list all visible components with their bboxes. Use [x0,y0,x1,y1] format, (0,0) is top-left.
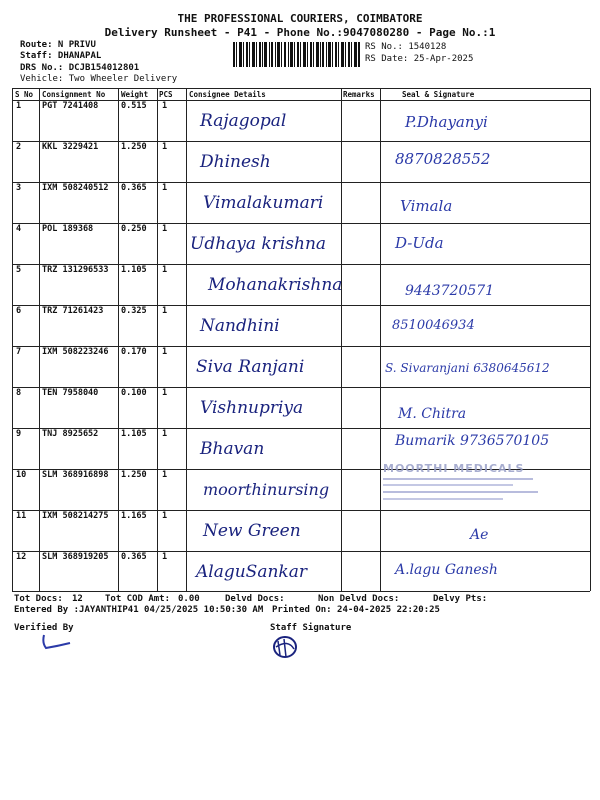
row-consignee-handwriting: Siva Ranjani [196,357,305,377]
row-consignee-handwriting: Vimalakumari [203,193,324,213]
row-weight: 1.250 [121,142,147,152]
barcode-graphic [233,42,361,67]
row-pcs: 1 [162,347,168,357]
col-consignment-header: Consignment No [42,90,106,99]
delvd-docs-label: Delvd Docs: [225,594,285,604]
row-consignee-handwriting: Udhaya krishna [190,234,327,254]
row-sno: 11 [16,511,27,521]
row-sno: 12 [16,552,27,562]
entered-by: Entered By :JAYANTHIP41 04/25/2025 10:50:30 AM [14,605,264,615]
tot-cod-label: Tot COD Amt: [105,594,171,604]
pharmacy-stamp: MOORTHI MEDICALS [383,462,551,524]
row-consignee-handwriting: Dhinesh [200,152,271,172]
non-delvd-docs-label: Non Delvd Docs: [318,594,400,604]
row-signature: 9443720571 [405,283,495,299]
row-sno: 8 [16,388,22,398]
staff-signature-label: Staff Signature [270,623,352,633]
row-signature: S. Sivaranjani 6380645612 [385,361,550,375]
runsheet-subtitle: Delivery Runsheet - P41 - Phone No.:9047080280 - Page No.:1 [104,26,496,39]
row-pcs: 1 [162,142,168,152]
row-pcs: 1 [162,265,168,275]
row-consignment-no: IXM 508240512 [42,183,109,193]
row-pcs: 1 [162,101,168,111]
drs-number: DRS No.: DCJB154012801 [20,63,140,73]
row-consignment-no: POL 189368 [42,224,94,234]
row-sno: 9 [16,429,22,439]
verified-by-label: Verified By [14,623,74,633]
row-signature: A.lagu Ganesh [395,562,498,578]
route-label: Route: N PRIVU [20,40,96,50]
staff-signature-scribble [268,631,304,661]
row-consignee-handwriting: Nandhini [200,316,280,336]
row-signature: P.Dhayanyi [405,113,488,131]
row-consignment-no: TRZ 71261423 [42,306,104,316]
rs-number: RS No.: 1540128 [365,42,447,52]
row-consignment-no: TRZ 131296533 [42,265,109,275]
row-pcs: 1 [162,388,168,398]
tot-cod-value: 0.00 [178,594,200,604]
printed-on: Printed On: 24-04-2025 22:20:25 [272,605,440,615]
staff-label: Staff: DHANAPAL [20,51,102,61]
row-consignment-no: IXM 508214275 [42,511,109,521]
row-pcs: 1 [162,429,168,439]
col-signature-header: Seal & Signature [402,90,475,99]
row-consignment-no: SLM 368916898 [42,470,109,480]
row-pcs: 1 [162,511,168,521]
row-signature: Ae [470,527,489,543]
vehicle-label: Vehicle: Two Wheeler Delivery [20,74,178,84]
row-consignment-no: KKL 3229421 [42,142,99,152]
row-signature: 8510046934 [392,318,475,333]
row-pcs: 1 [162,552,168,562]
row-signature: Bumarik 9736570105 [395,433,550,449]
rs-date: RS Date: 25-Apr-2025 [365,54,474,64]
row-consignment-no: SLM 368919205 [42,552,109,562]
col-remarks-header: Remarks [343,90,375,99]
row-consignee-handwriting: New Green [203,521,301,541]
row-sno: 10 [16,470,27,480]
row-weight: 1.250 [121,470,147,480]
row-signature: M. Chitra [398,406,467,422]
row-weight: 0.100 [121,388,147,398]
row-sno: 5 [16,265,22,275]
company-title: THE PROFESSIONAL COURIERS, COIMBATORE [177,12,423,25]
row-sno: 3 [16,183,22,193]
row-weight: 0.250 [121,224,147,234]
verified-tick-signature [40,633,80,653]
col-weight-header: Weight [121,90,149,99]
row-weight: 0.515 [121,101,147,111]
row-pcs: 1 [162,306,168,316]
row-weight: 0.325 [121,306,147,316]
col-consignee-header: Consignee Details [189,90,266,99]
row-sno: 4 [16,224,22,234]
row-pcs: 1 [162,183,168,193]
row-weight: 0.365 [121,183,147,193]
tot-docs-value: 12 [72,594,83,604]
row-sno: 2 [16,142,22,152]
row-weight: 1.105 [121,265,147,275]
row-signature: 8870828552 [395,150,491,168]
row-consignee-handwriting: Bhavan [200,439,265,459]
tot-docs-label: Tot Docs: [14,594,63,604]
row-pcs: 1 [162,224,168,234]
row-consignee-handwriting: Vishnupriya [200,398,304,418]
col-pcs-header: PCS [159,90,173,99]
row-signature: Vimala [400,197,453,215]
row-sno: 6 [16,306,22,316]
row-signature: D-Uda [395,234,444,252]
row-weight: 1.105 [121,429,147,439]
row-consignment-no: TEN 7958040 [42,388,99,398]
row-weight: 1.165 [121,511,147,521]
row-consignment-no: PGT 7241408 [42,101,99,111]
row-pcs: 1 [162,470,168,480]
row-weight: 0.365 [121,552,147,562]
row-consignment-no: IXM 508223246 [42,347,109,357]
delvy-pts-label: Delvy Pts: [433,594,488,604]
row-consignment-no: TNJ 8925652 [42,429,99,439]
row-weight: 0.170 [121,347,147,357]
col-sno-header: S No [15,90,34,99]
row-consignee-handwriting: moorthinursing [203,480,330,499]
row-sno: 7 [16,347,22,357]
row-sno: 1 [16,101,22,111]
row-consignee-handwriting: Rajagopal [200,111,287,131]
row-consignee-handwriting: AlaguSankar [196,562,307,582]
row-consignee-handwriting: Mohanakrishna [208,275,343,295]
